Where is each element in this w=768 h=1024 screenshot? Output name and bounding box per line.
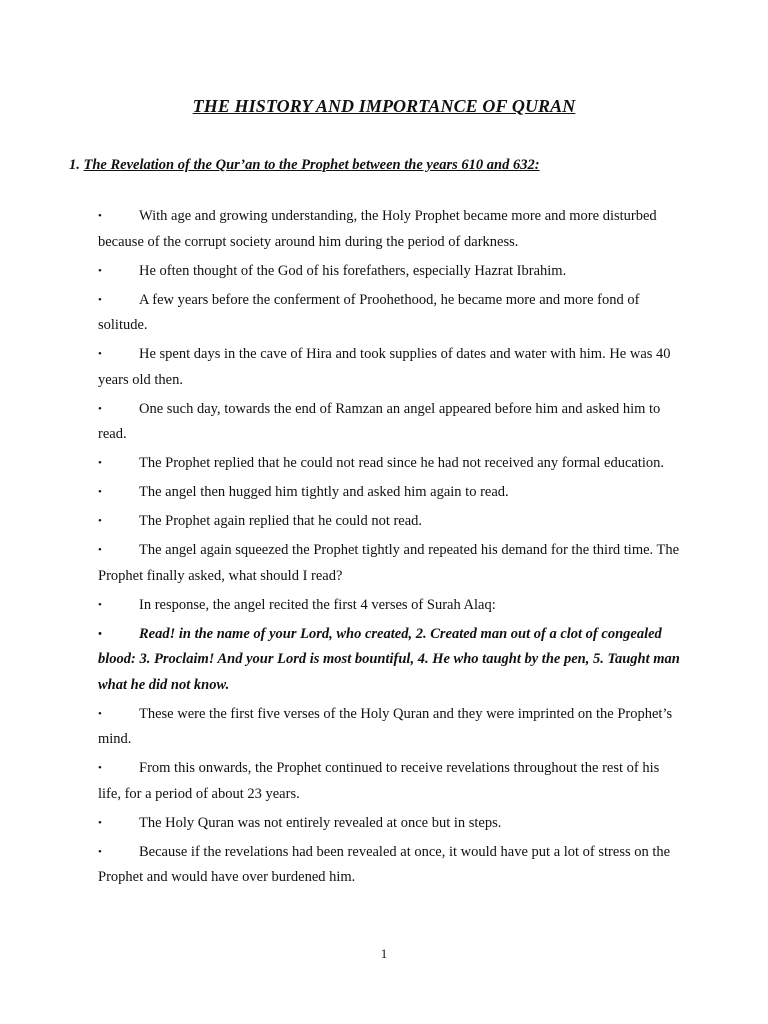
list-item — [98, 397, 682, 448]
list-item — [98, 480, 682, 506]
bullet-icon: • — [98, 707, 102, 720]
list-item — [98, 840, 682, 891]
list-item-text: Because if the revelations had been revealed at once, it would have put a lot of stress on the Prophet and would have over burdened him. — [98, 843, 671, 885]
bullet-icon: • — [98, 402, 102, 415]
list-item — [98, 204, 682, 255]
list-item-text: He spent days in the cave of Hira and took supplies of dates and water with him. He was 40 years old then. — [98, 346, 671, 388]
section-heading-text: The Revelation of the Qur’an to the Prophet between the years 610 and 632: — [83, 157, 540, 173]
list-item — [98, 451, 682, 477]
list-item-text: These were the first five verses of the Holy Quran and they were imprinted on the Prophet’s mind. — [98, 705, 673, 747]
bullet-icon: • — [98, 293, 102, 306]
page-title: THE HISTORY AND IMPORTANCE OF QURAN — [192, 96, 576, 116]
section-number: 1. — [69, 157, 80, 173]
quoted-verses-item — [98, 622, 682, 699]
bullet-icon: • — [98, 515, 102, 527]
list-item-text: With age and growing understanding, the Holy Prophet became more and more disturbed because of the corrupt society around him during the period of darkness. — [98, 208, 657, 250]
bullet-icon: • — [98, 762, 102, 774]
list-item-text: The angel then hugged him tightly and asked him again to read. — [139, 484, 509, 500]
bullet-icon: • — [98, 544, 102, 556]
list-item — [98, 756, 682, 807]
list-item — [98, 538, 682, 589]
list-item-text: From this onwards, the Prophet continued to receive revelations throughout the rest of his life, for a period of about 23 years. — [98, 760, 660, 802]
page-number: 1 — [380, 946, 388, 961]
bullet-icon: • — [98, 627, 102, 640]
list-item-text: In response, the angel recited the first 4 verses of Surah Alaq: — [139, 596, 496, 613]
list-item-text: One such day, towards the end of Ramzan an angel appeared before him and asked him to read. — [98, 400, 661, 442]
list-item — [98, 702, 682, 753]
list-item-text: The Holy Quran was not entirely revealed at once but in steps. — [139, 814, 502, 831]
bullet-icon: • — [98, 210, 102, 222]
bullet-icon: • — [98, 348, 102, 360]
bullet-list — [98, 204, 682, 894]
list-item — [98, 342, 682, 393]
list-item — [98, 593, 682, 619]
list-item — [98, 288, 682, 339]
bullet-icon: • — [98, 598, 102, 611]
list-item — [98, 509, 682, 535]
list-item-text: He often thought of the God of his forefathers, especially Hazrat Ibrahim. — [139, 262, 567, 279]
quoted-verses-text: Read! in the name of your Lord, who created, 2. Created man out of a clot of congealed blood: 3. Proclaim! And your Lord is most bountiful, 4. He who taught by the pen, 5. Taught man what he did not know. — [98, 625, 680, 693]
bullet-icon: • — [98, 816, 102, 829]
bullet-icon: • — [98, 845, 102, 858]
list-item — [98, 811, 682, 837]
section-heading — [69, 157, 540, 174]
bullet-icon: • — [98, 264, 102, 277]
bullet-icon: • — [98, 457, 102, 469]
list-item-text: The Prophet replied that he could not read since he had not received any formal education. — [139, 455, 665, 471]
list-item-text: The Prophet again replied that he could not read. — [139, 513, 423, 529]
list-item — [98, 259, 682, 285]
list-item-text: The angel again squeezed the Prophet tightly and repeated his demand for the third time. The Prophet finally asked, what should I read? — [98, 542, 680, 584]
list-item-text: A few years before the conferment of Proohethood, he became more and more fond of solitude. — [98, 291, 640, 333]
bullet-icon: • — [98, 486, 102, 498]
